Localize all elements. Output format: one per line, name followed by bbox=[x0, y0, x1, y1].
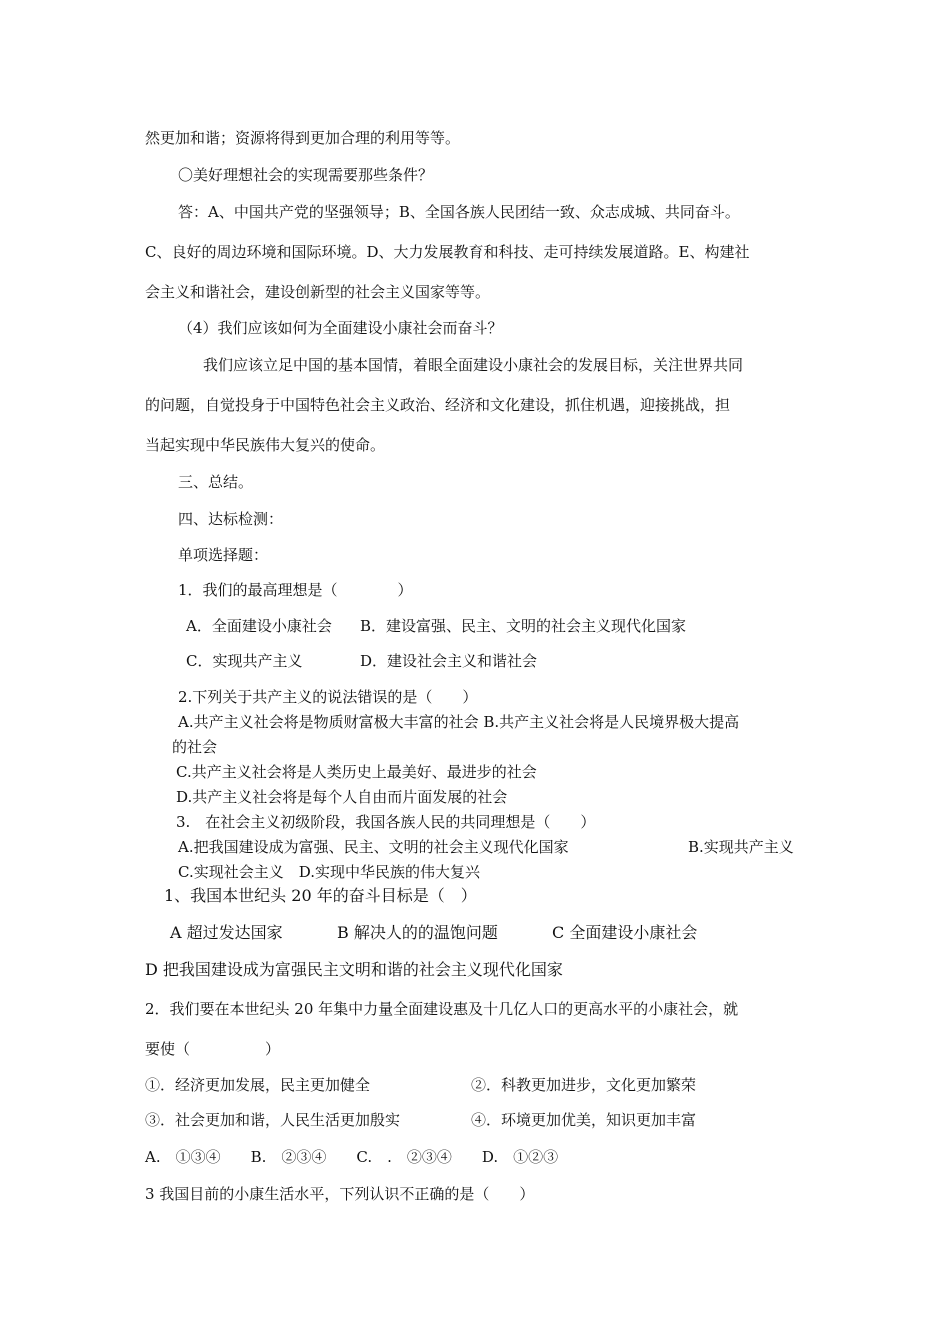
option-d: D.共产主义社会将是每个人自由而片面发展的社会 bbox=[176, 788, 508, 806]
section-heading: 三、总结。 bbox=[178, 473, 254, 491]
option-a: A 超过发达国家 bbox=[170, 923, 283, 942]
option-line: 的社会 bbox=[172, 738, 218, 756]
question: 2．我们要在本世纪头 20 年集中力量全面建设惠及十几亿人口的更高水平的小康社会，就 bbox=[145, 1000, 739, 1018]
paragraph-line: 然更加和谐；资源将得到更加合理的利用等等。 bbox=[145, 129, 461, 147]
question: 1．我们的最高理想是（ ） bbox=[178, 581, 413, 599]
paragraph-line: 我们应该立足中国的基本国情，着眼全面建设小康社会的发展目标，关注世界共同 bbox=[203, 356, 744, 374]
answer-options: A. ①③④ B. ②③④ C. . ②③④ D. ①②③ bbox=[145, 1148, 559, 1166]
statement-3: ③．社会更加和谐，人民生活更加殷实 bbox=[145, 1111, 401, 1129]
option-c: C．实现共产主义 bbox=[186, 652, 303, 670]
option-c: C.共产主义社会将是人类历史上最美好、最进步的社会 bbox=[176, 763, 537, 781]
option-a: A．全面建设小康社会 bbox=[186, 617, 332, 635]
question-heading: 〇美好理想社会的实现需要那些条件？ bbox=[178, 166, 434, 184]
question: 3 我国目前的小康生活水平，下列认识不正确的是（ ） bbox=[145, 1185, 535, 1203]
statement-1: ①．经济更加发展，民主更加健全 bbox=[145, 1076, 371, 1094]
option-c: C 全面建设小康社会 bbox=[552, 923, 698, 942]
option-a: A.把我国建设成为富强、民主、文明的社会主义现代化国家 bbox=[178, 838, 569, 856]
question-heading: （4）我们应该如何为全面建设小康社会而奋斗？ bbox=[178, 319, 503, 337]
option-line: A.共产主义社会将是物质财富极大丰富的社会 B.共产主义社会将是人民境界极大提高 bbox=[178, 713, 740, 731]
question: 2.下列关于共产主义的说法错误的是（ ） bbox=[178, 688, 478, 706]
option-b: B.实现共产主义 bbox=[688, 838, 794, 856]
option-b: B 解决人的的温饱问题 bbox=[337, 923, 498, 942]
paragraph-line: 的问题，自觉投身于中国特色社会主义政治、经济和文化建设，抓住机遇，迎接挑战，担 bbox=[145, 396, 731, 414]
section-subheading: 单项选择题： bbox=[178, 546, 269, 564]
question: 3. 在社会主义初级阶段，我国各族人民的共同理想是（ ） bbox=[176, 813, 596, 831]
statement-4: ④．环境更加优美，知识更加丰富 bbox=[471, 1111, 697, 1129]
question: 1、我国本世纪头 20 年的奋斗目标是（ ） bbox=[164, 886, 477, 905]
option-b: B．建设富强、民主、文明的社会主义现代化国家 bbox=[360, 617, 687, 635]
statement-2: ②．科教更加进步，文化更加繁荣 bbox=[471, 1076, 697, 1094]
question: 要使（ ） bbox=[145, 1040, 281, 1058]
option-line: C.实现社会主义 D.实现中华民族的伟大复兴 bbox=[178, 863, 480, 881]
answer-line: 会主义和谐社会，建设创新型的社会主义国家等等。 bbox=[145, 283, 491, 301]
paragraph-line: 当起实现中华民族伟大复兴的使命。 bbox=[145, 436, 386, 454]
option-d: D 把我国建设成为富强民主文明和谐的社会主义现代化国家 bbox=[145, 960, 563, 979]
option-d: D．建设社会主义和谐社会 bbox=[360, 652, 538, 670]
answer-line: C、良好的周边环境和国际环境。D、大力发展教育和科技、走可持续发展道路。E、构建社 bbox=[145, 243, 750, 261]
answer-line: 答：A、中国共产党的坚强领导；B、全国各族人民团结一致、众志成城、共同奋斗。 bbox=[178, 203, 740, 221]
section-heading: 四、达标检测： bbox=[178, 510, 284, 528]
